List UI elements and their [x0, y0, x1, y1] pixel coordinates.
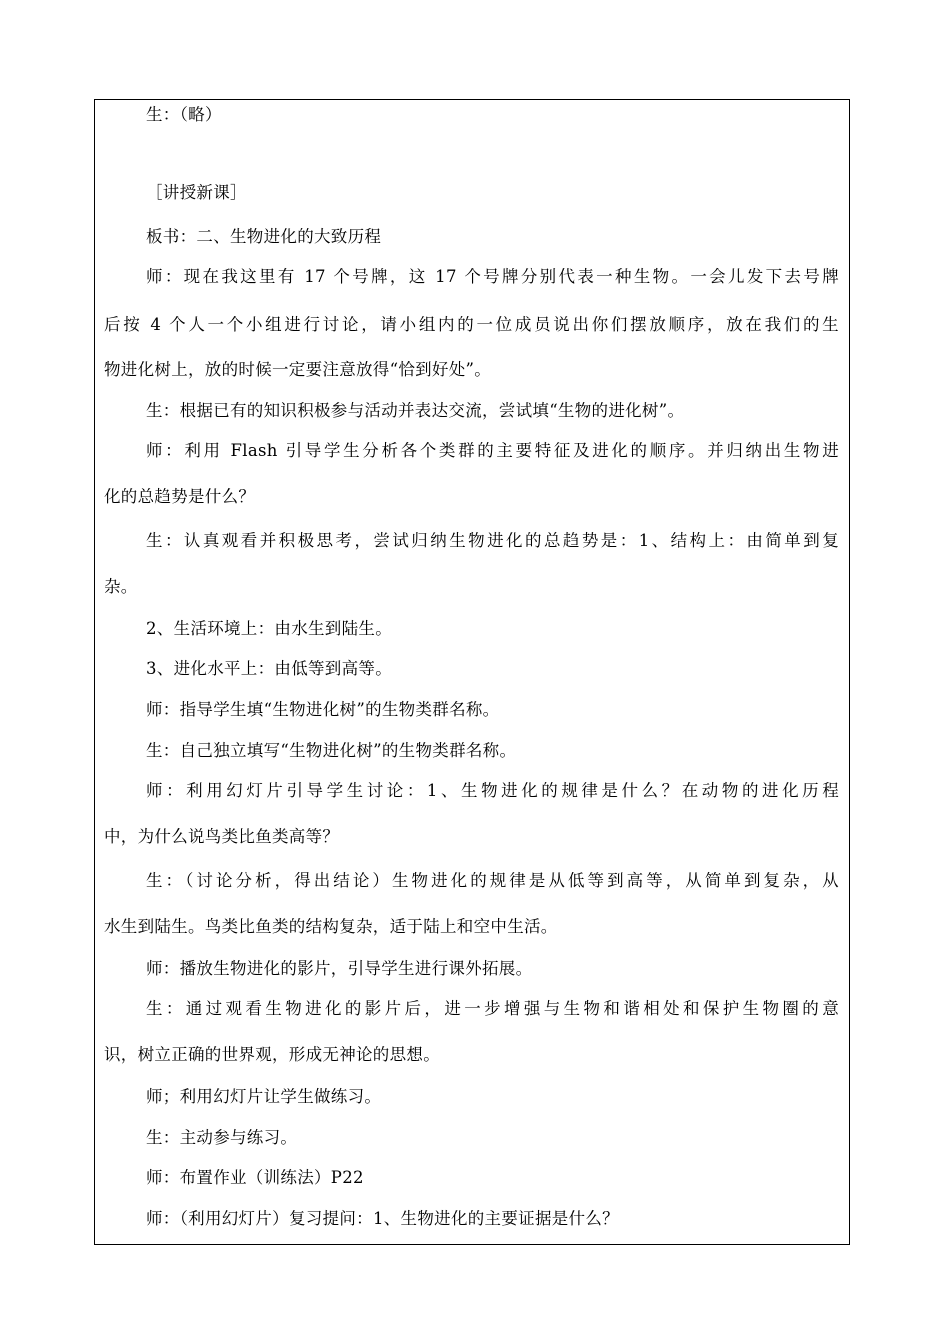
- text-line: 生：主动参与练习。: [146, 1128, 298, 1147]
- text-line: 师：利用幻灯片引导学生讨论：1、生物进化的规律是什么？在动物的进化历程: [146, 781, 839, 800]
- text-line: 师：利用 Flash 引导学生分析各个类群的主要特征及进化的顺序。并归纳出生物进: [146, 441, 839, 460]
- text-line: 板书：二、生物进化的大致历程: [146, 227, 382, 246]
- text-line: 生：（讨论分析，得出结论）生物进化的规律是从低等到高等，从简单到复杂，从: [146, 871, 839, 890]
- text-line: 生：自己独立填写“生物进化树”的生物类群名称。: [146, 741, 517, 760]
- text-line: 物进化树上，放的时候一定要注意放得“恰到好处”。: [104, 360, 492, 379]
- text-line: 生：认真观看并积极思考，尝试归纳生物进化的总趋势是：1、结构上：由简单到复: [146, 531, 839, 550]
- text-line: 师：播放生物进化的影片，引导学生进行课外拓展。: [146, 959, 533, 978]
- text-line: 水生到陆生。鸟类比鱼类的结构复杂，适于陆上和空中生活。: [104, 917, 558, 936]
- text-line: 后按 4 个人一个小组进行讨论，请小组内的一位成员说出你们摆放顺序，放在我们的生: [104, 315, 839, 334]
- text-line: 2、生活环境上：由水生到陆生。: [146, 619, 392, 638]
- text-line: 生：通过观看生物进化的影片后，进一步增强与生物和谐相处和保护生物圈的意: [146, 999, 839, 1018]
- text-line: 杂。: [104, 577, 138, 596]
- text-line: 师；利用幻灯片让学生做练习。: [146, 1087, 382, 1106]
- text-line: 中，为什么说鸟类比鱼类高等？: [104, 827, 340, 846]
- text-line: 生：（略）: [146, 105, 222, 124]
- text-line: 师：指导学生填“生物进化树”的生物类群名称。: [146, 700, 500, 719]
- text-line: 师：（利用幻灯片）复习提问：1、生物进化的主要证据是什么？: [146, 1209, 619, 1228]
- text-line: 识，树立正确的世界观，形成无神论的思想。: [104, 1045, 440, 1064]
- text-line: 生：根据已有的知识积极参与活动并表达交流，尝试填“生物的进化树”。: [146, 401, 685, 420]
- section-heading: ［讲授新课］: [146, 183, 247, 202]
- text-line: 师：布置作业（训练法）P22: [146, 1168, 364, 1187]
- text-line: 化的总趋势是什么？: [104, 487, 256, 506]
- text-line: 3、进化水平上：由低等到高等。: [146, 659, 392, 678]
- text-line: 师：现在我这里有 17 个号牌，这 17 个号牌分别代表一种生物。一会儿发下去号牌: [146, 267, 839, 286]
